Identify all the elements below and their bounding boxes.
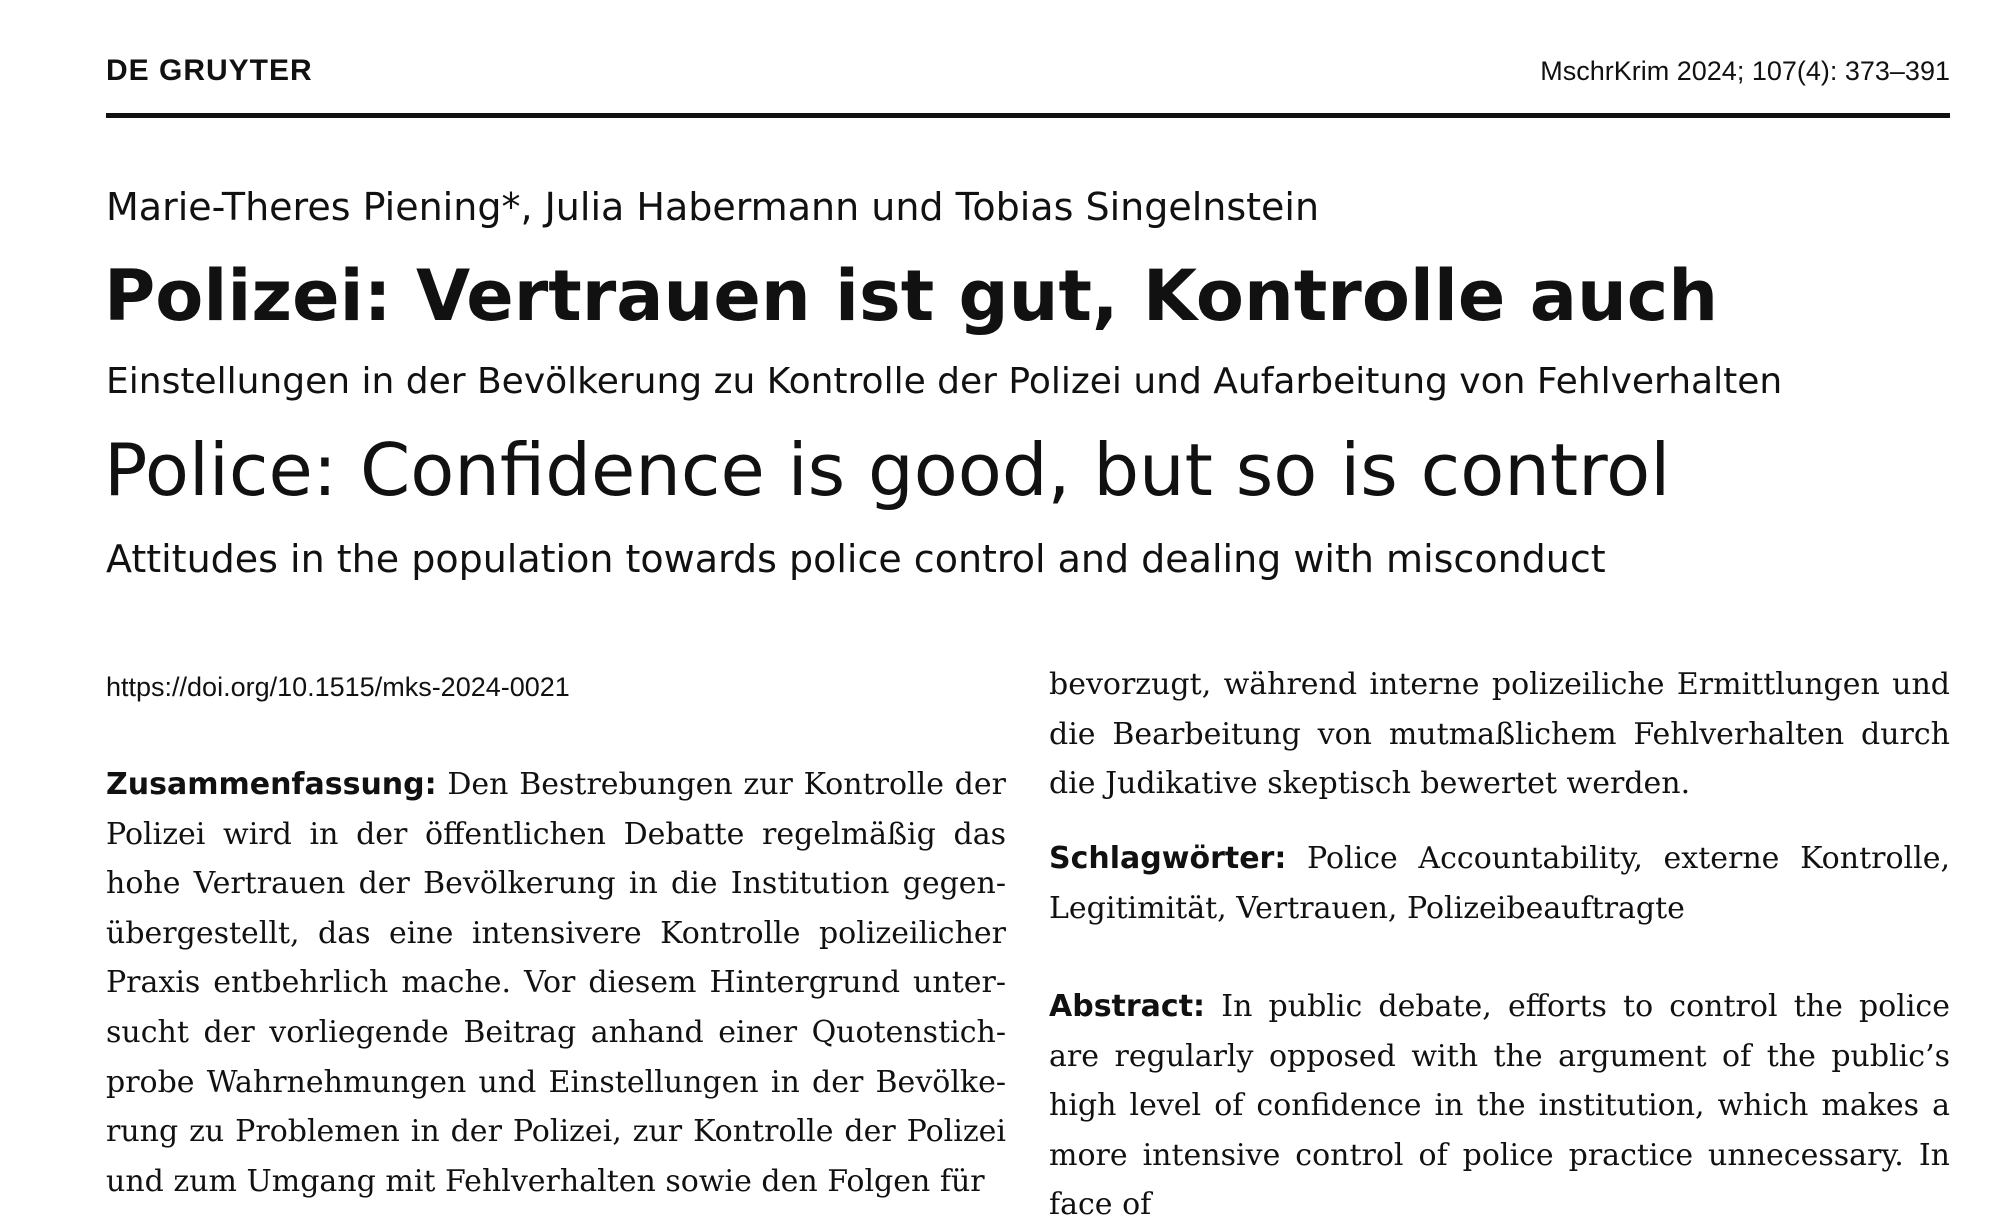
header-rule xyxy=(106,113,1950,118)
keywords-text: Police Accountability, externe Kontrolle, Legitimität, Vertrauen, Polizeibeauftragte xyxy=(1049,841,1950,926)
doi-link[interactable]: https://doi.org/10.1515/mks-2024-0021 xyxy=(106,672,570,702)
journal-citation: MschrKrim 2024; 107(4): 373–391 xyxy=(1540,56,1950,86)
continuation-text: bevorzugt, während interne polizeiliche Ermittlungen und die Bearbeitung von mutmaßlichem Fehlverhalten durch die Judikative skeptisch bewertet werden. xyxy=(1049,667,1950,802)
article-subtitle-german: Einstellungen in der Bevölkerung zu Kontrolle der Polizei und Aufarbeitung von Fehlverhalten xyxy=(106,361,1783,402)
keywords-paragraph xyxy=(1049,834,1950,933)
zusammenfassung-paragraph xyxy=(106,760,1006,1206)
article-subtitle-english: Attitudes in the population towards police control and dealing with misconduct xyxy=(106,537,1606,581)
abstract-paragraph xyxy=(1049,982,1950,1230)
zusammenfassung-text: Den Bestrebungen zur Kontrolle der Polizei wird in der öffentlichen Debatte regelmäßig das hohe Vertrauen der Bevölkerung in die Institution gegenübergestellt, das eine intensivere Kontrolle polizeilicher Praxis entbehrlich mache. Vor diesem Hintergrund untersucht der vorliegende Beitrag anhand einer Quotenstichprobe Wahrnehmungen und Einstellungen in der Bevölkerung zu Problemen in der Polizei, zur Kontrolle der Polizei und zum Umgang mit Fehlverhalten sowie den Folgen für xyxy=(106,767,1006,1199)
continuation-paragraph xyxy=(1049,660,1950,809)
abstract-text: In public debate, efforts to control the police are regularly opposed with the argument of the public’s high level of confidence in the institution, which makes a more intensive control of police practice unnecessary. In face of xyxy=(1049,989,1950,1223)
article-title-english: Police: Confidence is good, but so is control xyxy=(104,428,1671,512)
publisher-name: DE GRUYTER xyxy=(106,54,313,87)
article-title-german: Polizei: Vertrauen ist gut, Kontrolle auch xyxy=(104,255,1719,337)
keywords-label: Schlagwörter: xyxy=(1049,841,1287,876)
abstract-label: Abstract: xyxy=(1049,989,1206,1024)
article-authors: Marie-Theres Piening*, Julia Habermann und Tobias Singelnstein xyxy=(106,185,1320,229)
zusammenfassung-label: Zusammenfassung: xyxy=(106,767,437,802)
